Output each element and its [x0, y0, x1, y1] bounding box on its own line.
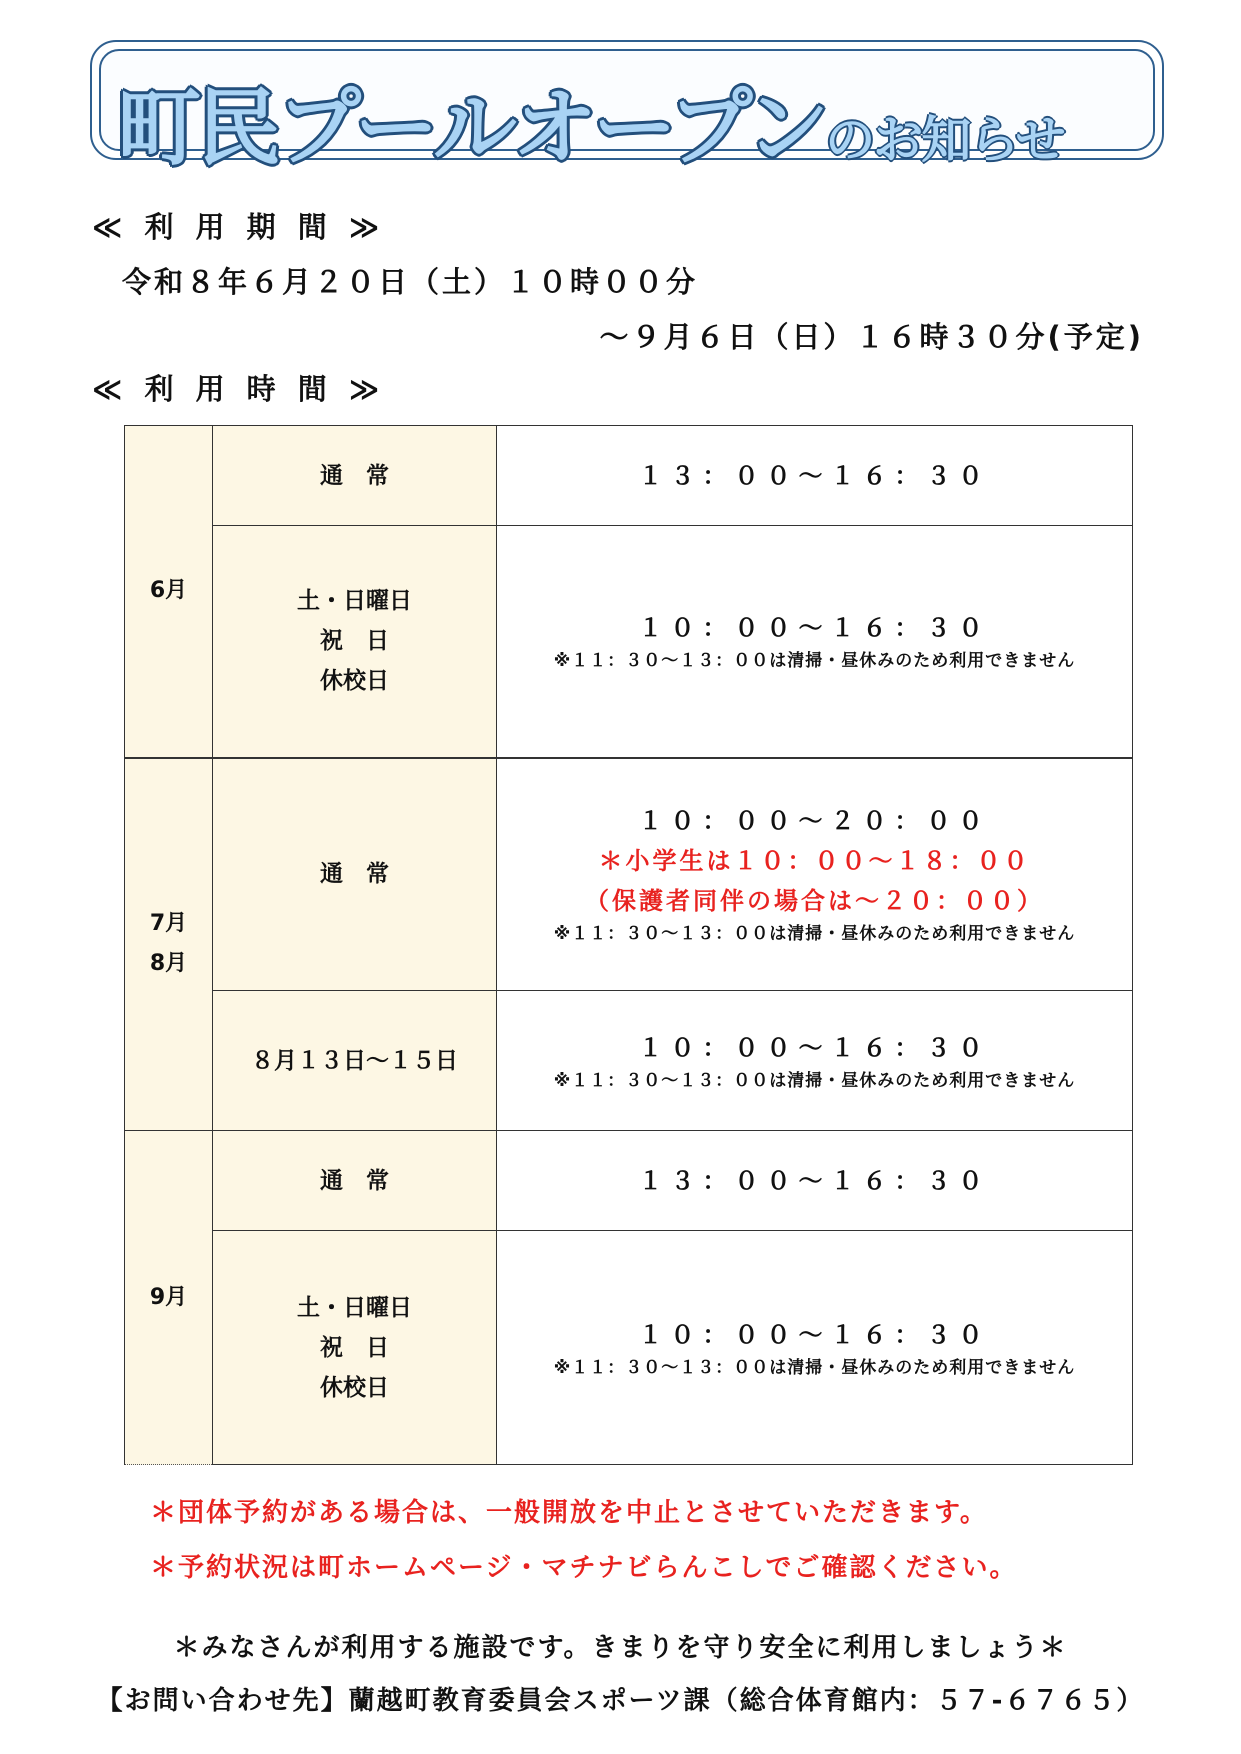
page-title	[117, 61, 1064, 182]
time-range: １０：００～２０：００	[638, 807, 991, 836]
group-booking-note: ＊団体予約がある場合は、一般開放を中止とさせていただきます。	[150, 1498, 988, 1528]
time-cell	[497, 426, 1133, 526]
time-range: １０：００～１６：３０	[638, 614, 991, 643]
category-label: ８月１３日～１５日	[251, 1047, 458, 1074]
category-label: 土・日曜日	[297, 588, 412, 615]
category-cell	[213, 758, 497, 991]
category-label: 祝 日	[320, 1334, 389, 1361]
time-cell	[497, 1231, 1133, 1465]
category-label: 通 常	[320, 1167, 389, 1194]
category-cell	[213, 426, 497, 526]
time-range: １０：００～１６：３０	[638, 1320, 991, 1349]
time-range: １０：００～１６：３０	[638, 1033, 991, 1062]
elementary-note: ＊小学生は１０：００～１８：００	[598, 847, 1031, 876]
category-label: 通 常	[320, 861, 389, 888]
title-banner-inner	[99, 49, 1155, 177]
title-banner	[90, 40, 1164, 177]
month-label: 7月	[149, 911, 188, 937]
category-cell	[213, 526, 497, 758]
title-sub: のお知らせ	[825, 111, 1064, 169]
period-heading: ≪ 利 用 期 間 ≫	[92, 210, 386, 244]
time-cell	[497, 991, 1133, 1131]
contact-info: 【お問い合わせ先】蘭越町教育委員会スポーツ課（総合体育館内：５７-６７６５）	[96, 1686, 1145, 1716]
closure-note: ※１１：３０～１３：００は清掃・昼休みのため利用できません	[553, 1357, 1076, 1378]
month-cell-june	[125, 426, 213, 758]
category-label: 休校日	[320, 1374, 389, 1401]
table-row	[125, 991, 1133, 1131]
closure-note: ※１１：３０～１３：００は清掃・昼休みのため利用できません	[553, 651, 1076, 672]
month-label: 9月	[149, 1284, 188, 1310]
table-row	[125, 526, 1133, 758]
time-range: １３：００～１６：３０	[638, 461, 991, 490]
category-cell	[213, 1231, 497, 1465]
month-cell-july-august	[125, 758, 213, 1131]
month-cell-september	[125, 1131, 213, 1465]
month-label: 6月	[149, 578, 188, 604]
reservation-status-note: ＊予約状況は町ホームページ・マチナビらんこしでご確認ください。	[150, 1553, 1018, 1583]
schedule-table	[124, 425, 1133, 1465]
category-cell	[213, 1131, 497, 1231]
category-label: 祝 日	[320, 628, 389, 655]
time-cell	[497, 1131, 1133, 1231]
hours-heading: ≪ 利 用 時 間 ≫	[92, 372, 386, 406]
table-row	[125, 1131, 1133, 1231]
period-start: 令和８年６月２０日（土）１０時００分	[122, 265, 699, 299]
time-range: １３：００～１６：３０	[638, 1166, 991, 1195]
guardian-note: （保護者同伴の場合は～２０：００）	[585, 887, 1044, 916]
closure-note: ※１１：３０～１３：００は清掃・昼休みのため利用できません	[553, 1070, 1076, 1091]
category-cell	[213, 991, 497, 1131]
category-label: 休校日	[320, 668, 389, 695]
month-label: 8月	[149, 951, 188, 977]
time-cell	[497, 758, 1133, 991]
title-main: 町民プールオープン	[117, 79, 826, 177]
category-label: 土・日曜日	[297, 1294, 412, 1321]
table-row	[125, 426, 1133, 526]
table-row	[125, 758, 1133, 991]
period-end: ～９月６日（日）１６時３０分(予定)	[599, 320, 1144, 354]
category-label: 通 常	[320, 462, 389, 489]
time-cell	[497, 526, 1133, 758]
safety-message: ＊みなさんが利用する施設です。きまりを守り安全に利用しましょう＊	[173, 1633, 1068, 1663]
closure-note: ※１１：３０～１３：００は清掃・昼休みのため利用できません	[553, 924, 1076, 945]
table-row	[125, 1231, 1133, 1465]
